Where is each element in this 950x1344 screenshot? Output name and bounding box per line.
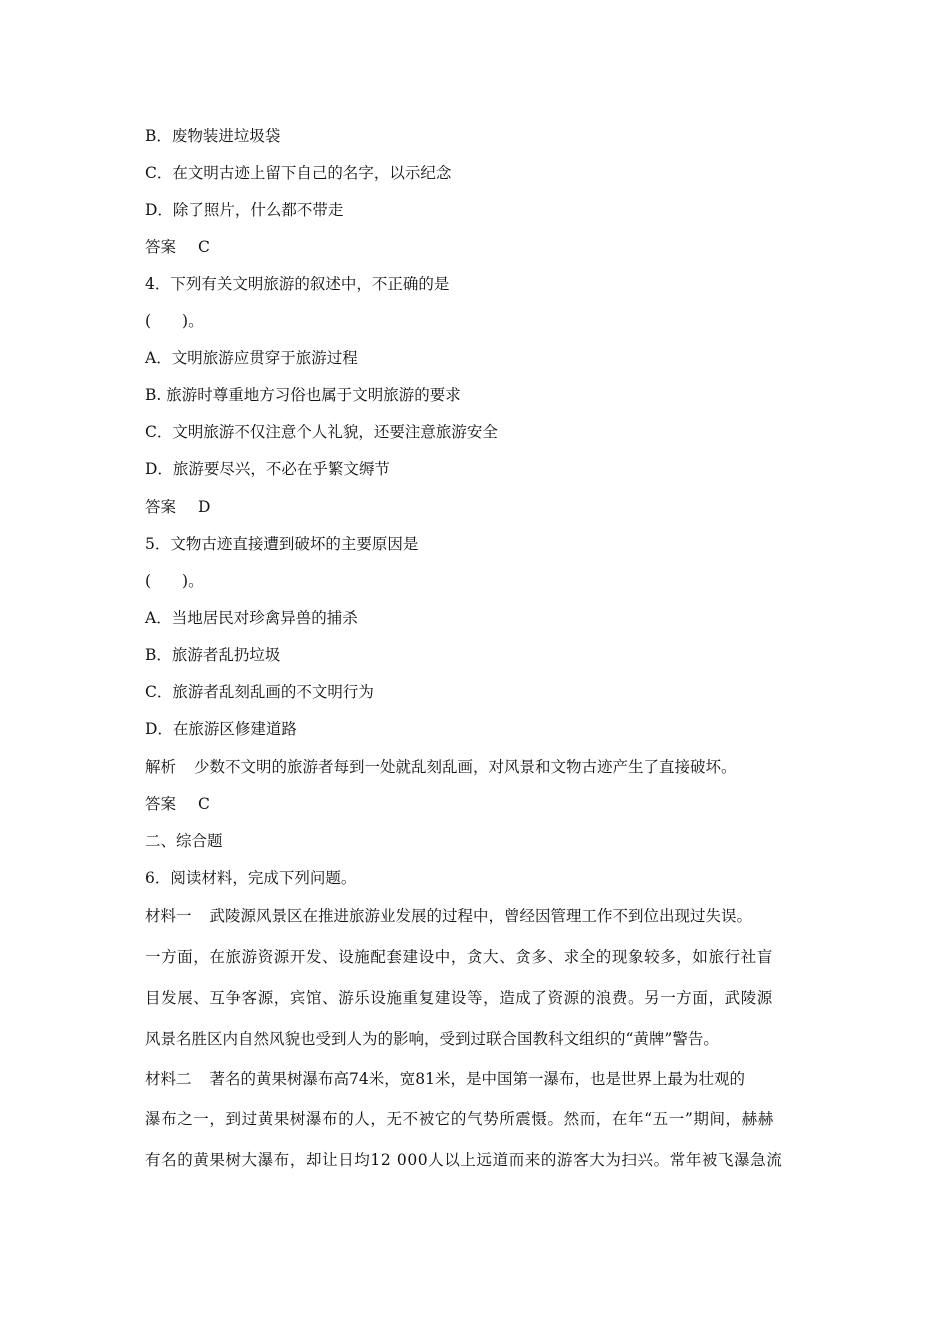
answer-label: 答案 [145, 795, 177, 813]
q3-option-b: B．废物装进垃圾袋 [145, 127, 281, 145]
q4-stem: 4．下列有关文明旅游的叙述中，不正确的是 [145, 275, 450, 293]
analysis-label: 解析 [145, 758, 177, 776]
q3-option-d: D．除了照片，什么都不带走 [145, 201, 344, 219]
q4-option-b: B. 旅游时尊重地方习俗也属于文明旅游的要求 [145, 386, 461, 404]
q5-option-b: B．旅游者乱扔垃圾 [145, 646, 281, 664]
q4-answer [145, 496, 210, 518]
answer-label: 答案 [145, 498, 177, 516]
answer-label: 答案 [145, 238, 177, 256]
material2-line: 瀑布之一，到过黄果树瀑布的人，无不被它的气势所震慑。然而，在年“五一”期间，赫赫 [145, 1110, 774, 1128]
q4-option-a: A．文明旅游应贯穿于旅游过程 [145, 349, 358, 367]
q5-bracket: ( )。 [145, 572, 204, 590]
material1-line: 目发展、互争客源，宾馆、游乐设施重复建设等，造成了资源的浪费。另一方面，武陵源 [145, 989, 773, 1007]
q5-option-d: D．在旅游区修建道路 [145, 720, 297, 738]
material2-line: 有名的黄果树大瀑布，却让日均12 000人以上远道而来的游客大为扫兴。常年被飞瀑急流 [145, 1151, 783, 1169]
q5-answer [145, 793, 210, 815]
q6-stem: 6．阅读材料，完成下列问题。 [145, 869, 357, 887]
answer-value: C [198, 238, 210, 256]
material1-text: 武陵源风景区在推进旅游业发展的过程中，曾经因管理工作不到位出现过失误。 [209, 907, 753, 925]
material1-label: 材料一 [145, 907, 192, 925]
answer-value: C [198, 795, 210, 813]
analysis-text: 少数不文明的旅游者每到一处就乱刻乱画，对风景和文物古迹产生了直接破坏。 [194, 758, 737, 776]
section-heading: 二、综合题 [145, 832, 223, 850]
q5-analysis [145, 756, 737, 778]
q3-answer [145, 236, 210, 258]
q4-bracket: ( )。 [145, 312, 204, 330]
material2-line [145, 1068, 745, 1090]
q3-option-c: C．在文明古迹上留下自己的名字，以示纪念 [145, 164, 452, 182]
q4-option-d: D．旅游要尽兴，不必在乎繁文缛节 [145, 460, 390, 478]
answer-value: D [198, 498, 211, 516]
material1-line [145, 905, 752, 927]
q4-option-c: C．文明旅游不仅注意个人礼貌，还要注意旅游安全 [145, 423, 498, 441]
material1-line: 风景名胜区内自然风貌也受到人为的影响，受到过联合国教科文组织的“黄牌”警告。 [145, 1030, 719, 1048]
material1-line: 一方面，在旅游资源开发、设施配套建设中，贪大、贪多、求全的现象较多，如旅行社盲 [145, 948, 773, 966]
q5-option-a: A．当地居民对珍禽异兽的捕杀 [145, 609, 358, 627]
material2-text: 著名的黄果树瀑布高74米，宽81米，是中国第一瀑布，也是世界上最为壮观的 [209, 1070, 745, 1088]
material2-label: 材料二 [145, 1070, 192, 1088]
q5-stem: 5．文物古迹直接遭到破坏的主要原因是 [145, 535, 419, 553]
q5-option-c: C．旅游者乱刻乱画的不文明行为 [145, 683, 374, 701]
